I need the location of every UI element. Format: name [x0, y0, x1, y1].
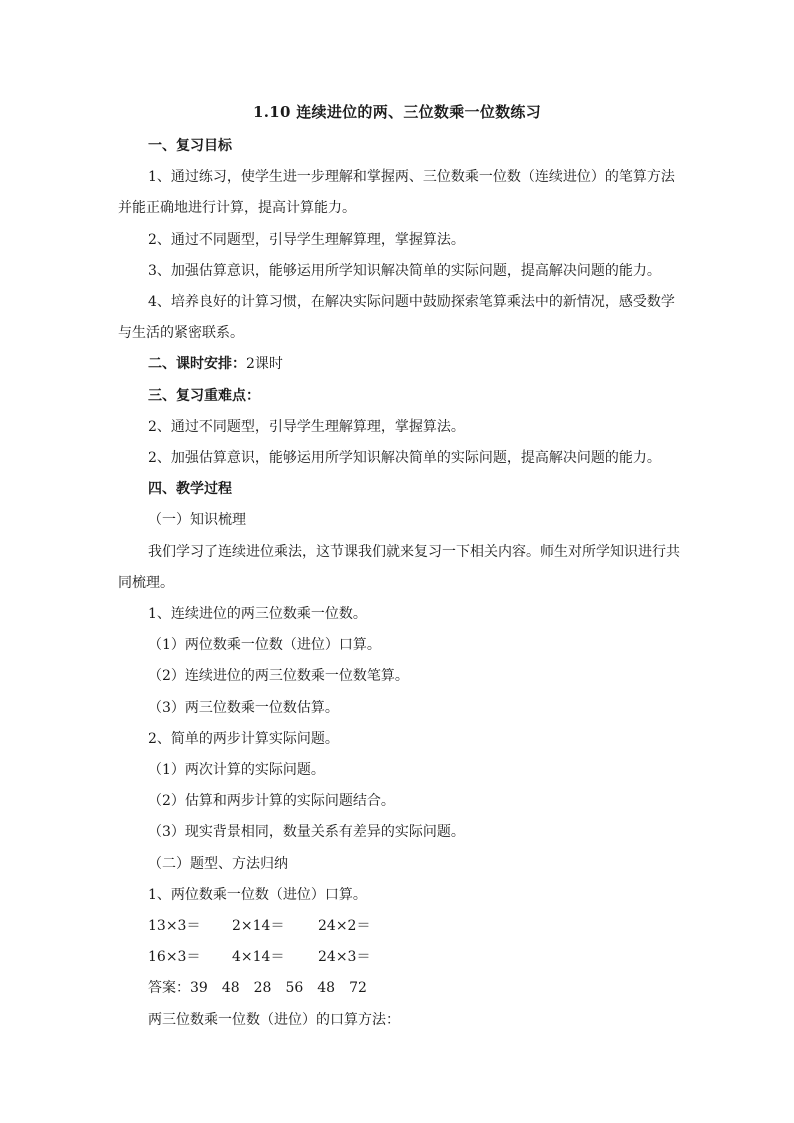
knowledge-item-1-3: （3）两三位数乘一位数估算。	[148, 700, 339, 716]
review-text-line-2: 同梳理。	[118, 575, 174, 591]
goal-1-line-1: 1、通过练习，使学生进一步理解和掌握两、三位数乘一位数（连续进位）的笔算方法	[148, 169, 675, 185]
review-text-line-1: 我们学习了连续进位乘法，这节课我们就来复习一下相关内容。师生对所学知识进行共	[148, 544, 680, 560]
document-title: 1.10 连续进位的两、三位数乘一位数练习	[252, 103, 542, 121]
knowledge-item-2: 2、简单的两步计算实际问题。	[148, 731, 339, 747]
knowledge-item-1-1: （1）两位数乘一位数（进位）口算。	[148, 637, 381, 653]
goal-2: 2、通过不同题型，引导学生理解算理，掌握算法。	[148, 232, 465, 248]
section-heading-key-points: 三、复习重难点：	[148, 388, 260, 404]
key-point-1: 2、通过不同题型，引导学生理解算理，掌握算法。	[148, 419, 465, 435]
knowledge-item-2-1: （1）两次计算的实际问题。	[148, 762, 325, 778]
section-heading-schedule: 二、课时安排：	[148, 356, 246, 372]
formula-1-3: 24×2＝	[318, 918, 371, 934]
type-1-heading: 1、两位数乘一位数（进位）口算。	[148, 887, 367, 903]
formula-2-3: 24×3＝	[318, 949, 371, 965]
formula-1-1: 13×3＝	[148, 918, 201, 934]
section-heading-teaching-process: 四、教学过程	[148, 481, 232, 497]
knowledge-item-1-2: （2）连续进位的两三位数乘一位数笔算。	[148, 668, 409, 684]
subsection-question-types: （二）题型、方法归纳	[148, 856, 288, 872]
subsection-knowledge-review: （一）知识梳理	[148, 512, 246, 528]
knowledge-item-2-3: （3）现实背景相同，数量关系有差异的实际问题。	[148, 824, 465, 840]
section-schedule	[148, 353, 283, 373]
formula-2-2: 4×14＝	[232, 949, 285, 965]
knowledge-item-1: 1、连续进位的两三位数乘一位数。	[148, 606, 367, 622]
formula-1-2: 2×14＝	[232, 918, 285, 934]
knowledge-item-2-2: （2）估算和两步计算的实际问题结合。	[148, 793, 395, 809]
formula-2-1: 16×3＝	[148, 949, 201, 965]
schedule-value: 2课时	[246, 356, 283, 372]
key-point-2: 2、加强估算意识，能够运用所学知识解决简单的实际问题，提高解决问题的能力。	[148, 450, 661, 466]
goal-4-line-1: 4、培养良好的计算习惯，在解决实际问题中鼓励探索笔算乘法中的新情况，感受数学	[148, 294, 675, 310]
answer-line: 答案：39 48 28 56 48 72	[148, 980, 367, 996]
goal-1-line-2: 并能正确地进行计算，提高计算能力。	[118, 200, 356, 216]
method-line: 两三位数乘一位数（进位）的口算方法：	[148, 1012, 400, 1028]
section-heading-review-goals: 一、复习目标	[148, 138, 232, 154]
goal-4-line-2: 与生活的紧密联系。	[118, 325, 244, 341]
goal-3: 3、加强估算意识，能够运用所学知识解决简单的实际问题，提高解决问题的能力。	[148, 263, 661, 279]
